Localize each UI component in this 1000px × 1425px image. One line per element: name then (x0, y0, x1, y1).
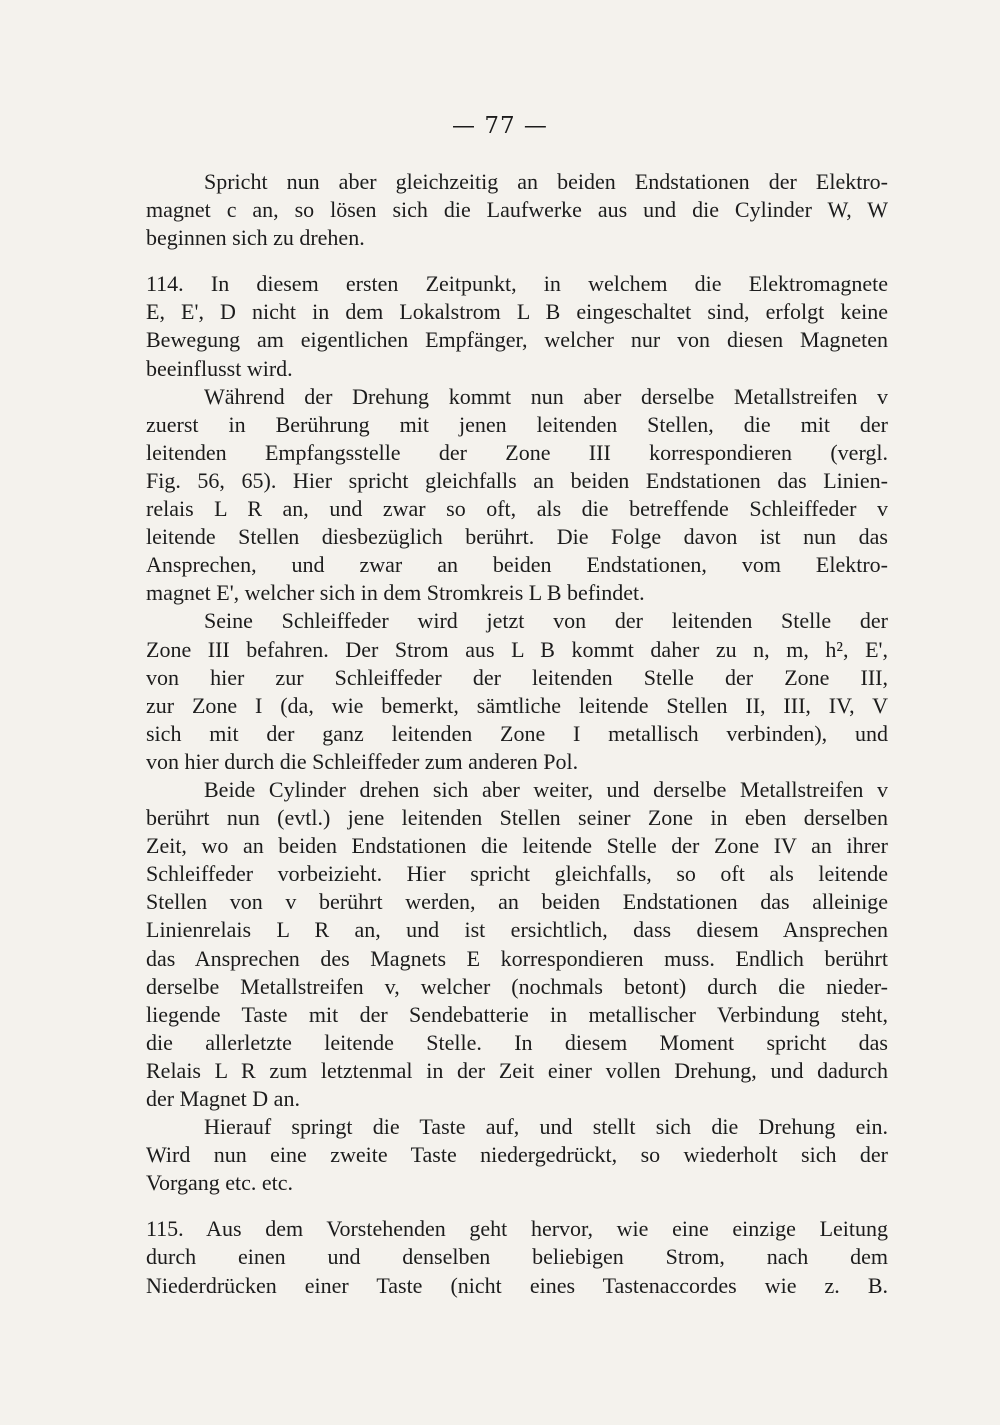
text-line: Spricht nun aber gleichzeitig an beiden Endstationen der Elektro- (204, 169, 888, 194)
text-line: Seine Schleiffeder wird jetzt von der leitenden Stelle der (204, 608, 888, 634)
paragraph-gap (146, 1197, 888, 1215)
text-line: zuerst in Berührung mit jenen leitenden Stellen, die mit der (146, 411, 888, 437)
paragraph (146, 776, 888, 1113)
paragraph (146, 1215, 888, 1299)
text-line: liegende Taste mit der Sendebatterie in metallischer Verbindung steht, (146, 1001, 888, 1027)
text-line: Vorgang etc. etc. (146, 1170, 294, 1196)
paragraph (146, 1113, 888, 1197)
text-line: Stellen von v berührt werden, an beiden Endstationen das alleinige (146, 889, 888, 915)
paragraph (146, 168, 888, 252)
text-line: Fig. 56, 65). Hier spricht gleichfalls an beiden Endstationen das Linien- (146, 467, 888, 493)
text-line: Zeit, wo an beiden Endstationen die leitende Stelle der Zone IV an ihrer (146, 833, 888, 859)
text-line: Bewegung am eigentlichen Empfänger, welcher nur von diesen Magneten (146, 327, 888, 353)
text-line: Wird nun eine zweite Taste niedergedrückt, so wiederholt sich der (146, 1142, 888, 1168)
text-line: Beide Cylinder drehen sich aber weiter, und derselbe Metallstreifen v (204, 776, 888, 802)
text-line: Ansprechen, und zwar an beiden Endstationen, vom Elektro- (146, 552, 888, 578)
text-line: leitende Stellen diesbezüglich berührt. Die Folge davon ist nun das (146, 524, 888, 550)
paragraph-gap (146, 252, 888, 270)
text-line: Relais L R zum letztenmal in der Zeit einer vollen Drehung, und dadurch (146, 1057, 888, 1083)
text-line: das Ansprechen des Magnets E korrespondieren muss. Endlich berührt (146, 945, 888, 971)
text-line: zur Zone I (da, wie bemerkt, sämtliche leitende Stellen II, III, IV, V (146, 692, 888, 718)
text-line: relais L R an, und zwar so oft, als die betreffende Schleiffeder v (146, 496, 888, 522)
text-line: sich mit der ganz leitenden Zone I metallisch verbinden), und (146, 720, 888, 746)
text-line: E, E', D nicht in dem Lokalstrom L B eingeschaltet sind, erfolgt keine (146, 299, 888, 325)
text-line: Schleiffeder vorbeizieht. Hier spricht gleichfalls, so oft als leitende (146, 861, 888, 887)
text-line: Während der Drehung kommt nun aber derselbe Metallstreifen v (204, 383, 888, 409)
text-line: 115. Aus dem Vorstehenden geht hervor, wie eine einzige Leitung (146, 1216, 888, 1242)
paragraph (146, 607, 888, 776)
text-line: derselbe Metallstreifen v, welcher (nochmals betont) durch die nieder- (146, 973, 888, 999)
text-line: Linienrelais L R an, und ist ersichtlich, dass diesem Ansprechen (146, 917, 888, 943)
text-line: beeinflusst wird. (146, 355, 293, 381)
text-line: magnet c an, so lösen sich die Laufwerke aus und die Cylinder W, W (146, 197, 888, 223)
text-line: von hier zur Schleiffeder der leitenden Stelle der Zone III, (146, 664, 888, 690)
text-line: der Magnet D an. (146, 1086, 300, 1111)
text-line: berührt nun (evtl.) jene leitenden Stellen seiner Zone in eben derselben (146, 805, 888, 831)
page-number: — 77 — (452, 113, 548, 139)
text-line: Niederdrücken einer Taste (nicht eines Tastenaccordes wie z. B. (146, 1272, 888, 1298)
text-line: 114. In diesem ersten Zeitpunkt, in welchem die Elektromagnete (146, 271, 888, 297)
text-line: die allerletzte leitende Stelle. In diesem Moment spricht das (146, 1029, 888, 1055)
body-text (146, 168, 888, 1300)
text-line: Hierauf springt die Taste auf, und stellt sich die Drehung ein. (204, 1114, 888, 1140)
text-line: magnet E', welcher sich in dem Stromkreis L B befindet. (146, 580, 645, 606)
paragraph (146, 270, 888, 382)
text-line: durch einen und denselben beliebigen Strom, nach dem (146, 1244, 888, 1270)
paragraph (146, 383, 888, 608)
text-line: Zone III befahren. Der Strom aus L B kommt daher zu n, m, h², E', (146, 636, 888, 662)
text-line: von hier durch die Schleiffeder zum anderen Pol. (146, 748, 579, 774)
text-line: beginnen sich zu drehen. (146, 225, 365, 251)
text-line: leitenden Empfangsstelle der Zone III korrespondieren (vergl. (146, 439, 888, 465)
